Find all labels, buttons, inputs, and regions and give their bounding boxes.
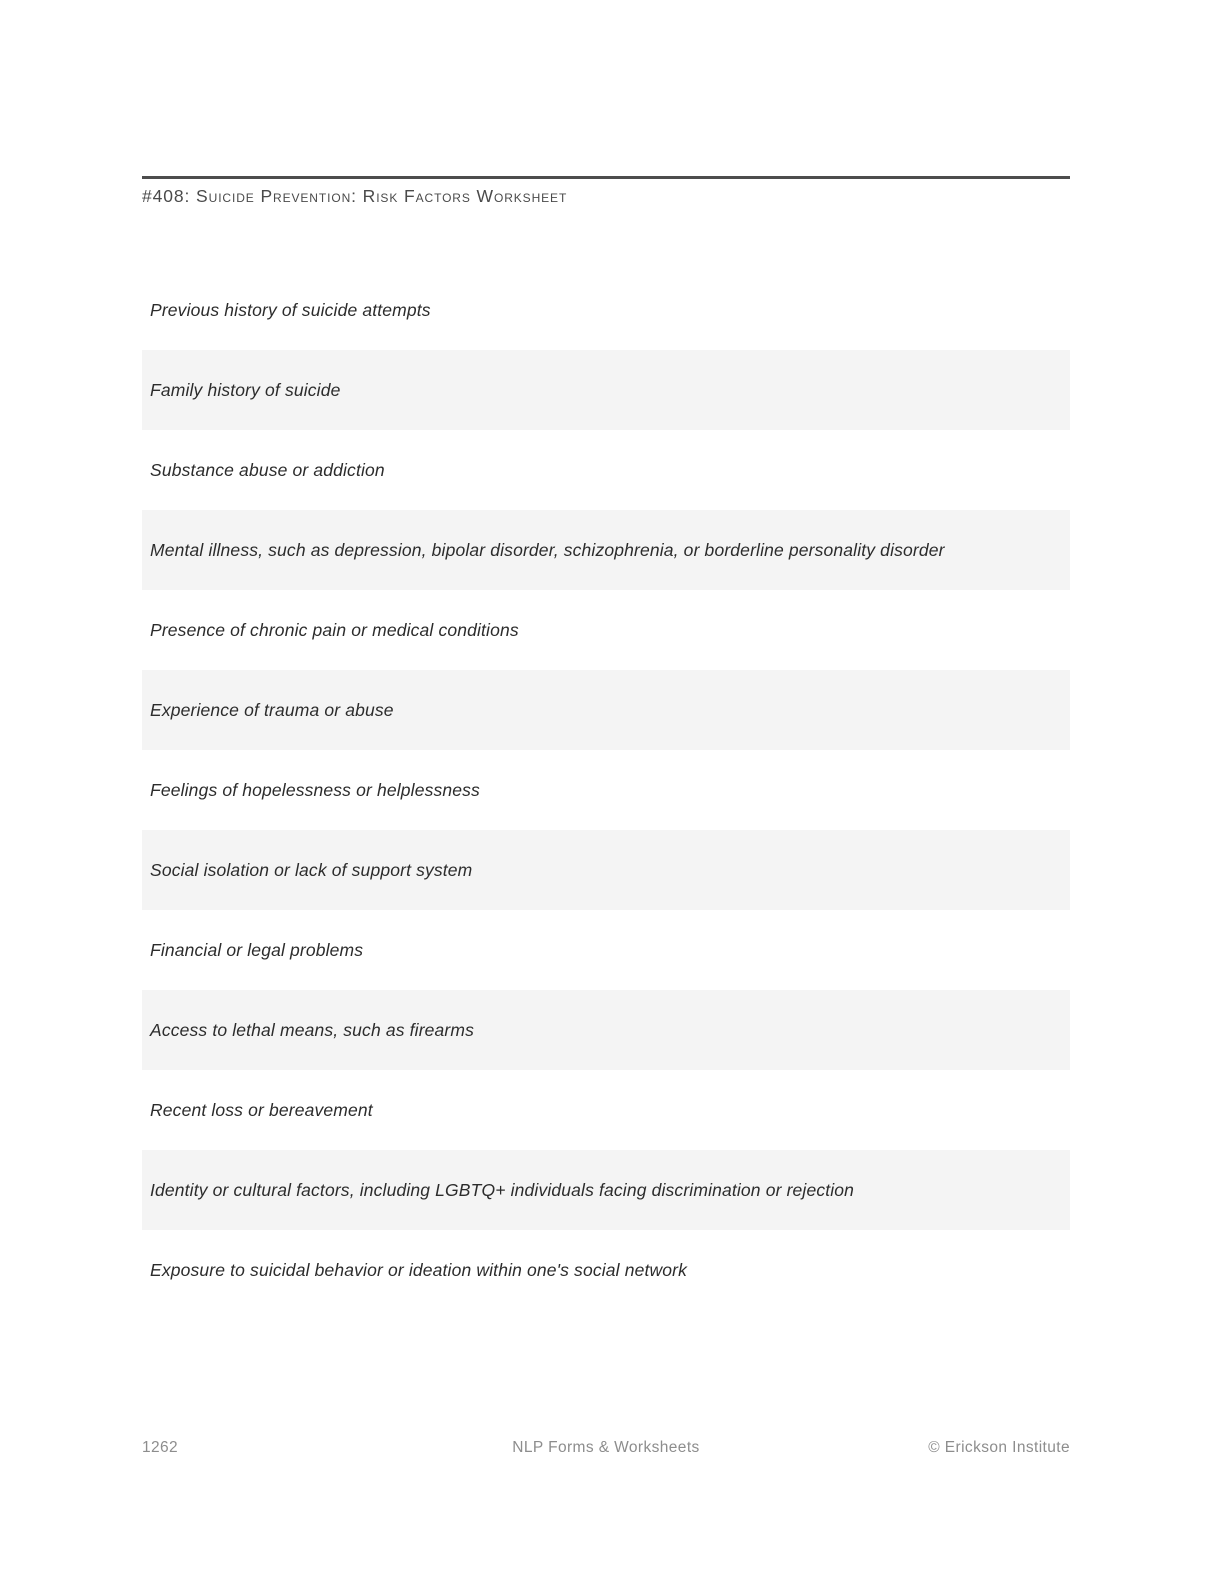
- risk-factors-list: [142, 270, 1070, 1310]
- risk-factor-row[interactable]: [142, 990, 1070, 1070]
- risk-factor-row[interactable]: [142, 1150, 1070, 1230]
- risk-factor-label: Experience of trauma or abuse: [150, 700, 394, 720]
- risk-factor-label: Substance abuse or addiction: [150, 460, 385, 480]
- page-title: #408: Suicide Prevention: Risk Factors Worksheet: [142, 186, 568, 206]
- risk-factor-label: Access to lethal means, such as firearms: [150, 1020, 475, 1040]
- risk-factor-label: Mental illness, such as depression, bipolar disorder, schizophrenia, or borderline personality disorder: [150, 540, 945, 560]
- risk-factor-label: Financial or legal problems: [150, 940, 364, 960]
- risk-factor-row[interactable]: [142, 670, 1070, 750]
- risk-factor-label: Previous history of suicide attempts: [150, 300, 431, 320]
- risk-factor-label: Exposure to suicidal behavior or ideation within one's social network: [150, 1260, 688, 1280]
- risk-factor-row[interactable]: [142, 590, 1070, 670]
- page-footer: [142, 1436, 1070, 1460]
- risk-factor-label: Feelings of hopelessness or helplessness: [150, 780, 480, 800]
- risk-factor-label: Identity or cultural factors, including LGBTQ+ individuals facing discrimination or rejection: [150, 1180, 855, 1200]
- risk-factor-label: Recent loss or bereavement: [150, 1100, 373, 1120]
- risk-factor-row[interactable]: [142, 430, 1070, 510]
- risk-factor-label: Presence of chronic pain or medical conditions: [150, 620, 519, 640]
- footer-page-number: 1262: [142, 1439, 179, 1456]
- risk-factor-row[interactable]: [142, 750, 1070, 830]
- risk-factor-row[interactable]: [142, 510, 1070, 590]
- footer-document-name: NLP Forms & Worksheets: [512, 1439, 700, 1456]
- risk-factor-label: Family history of suicide: [150, 380, 341, 400]
- risk-factor-row[interactable]: [142, 910, 1070, 990]
- footer-copyright: © Erickson Institute: [928, 1439, 1070, 1456]
- header-divider-rule: [142, 176, 1070, 179]
- risk-factor-row[interactable]: [142, 350, 1070, 430]
- risk-factor-row[interactable]: [142, 830, 1070, 910]
- risk-factor-label: Social isolation or lack of support system: [150, 860, 473, 880]
- risk-factor-row[interactable]: [142, 1070, 1070, 1150]
- risk-factor-row[interactable]: [142, 270, 1070, 350]
- risk-factor-row[interactable]: [142, 1230, 1070, 1310]
